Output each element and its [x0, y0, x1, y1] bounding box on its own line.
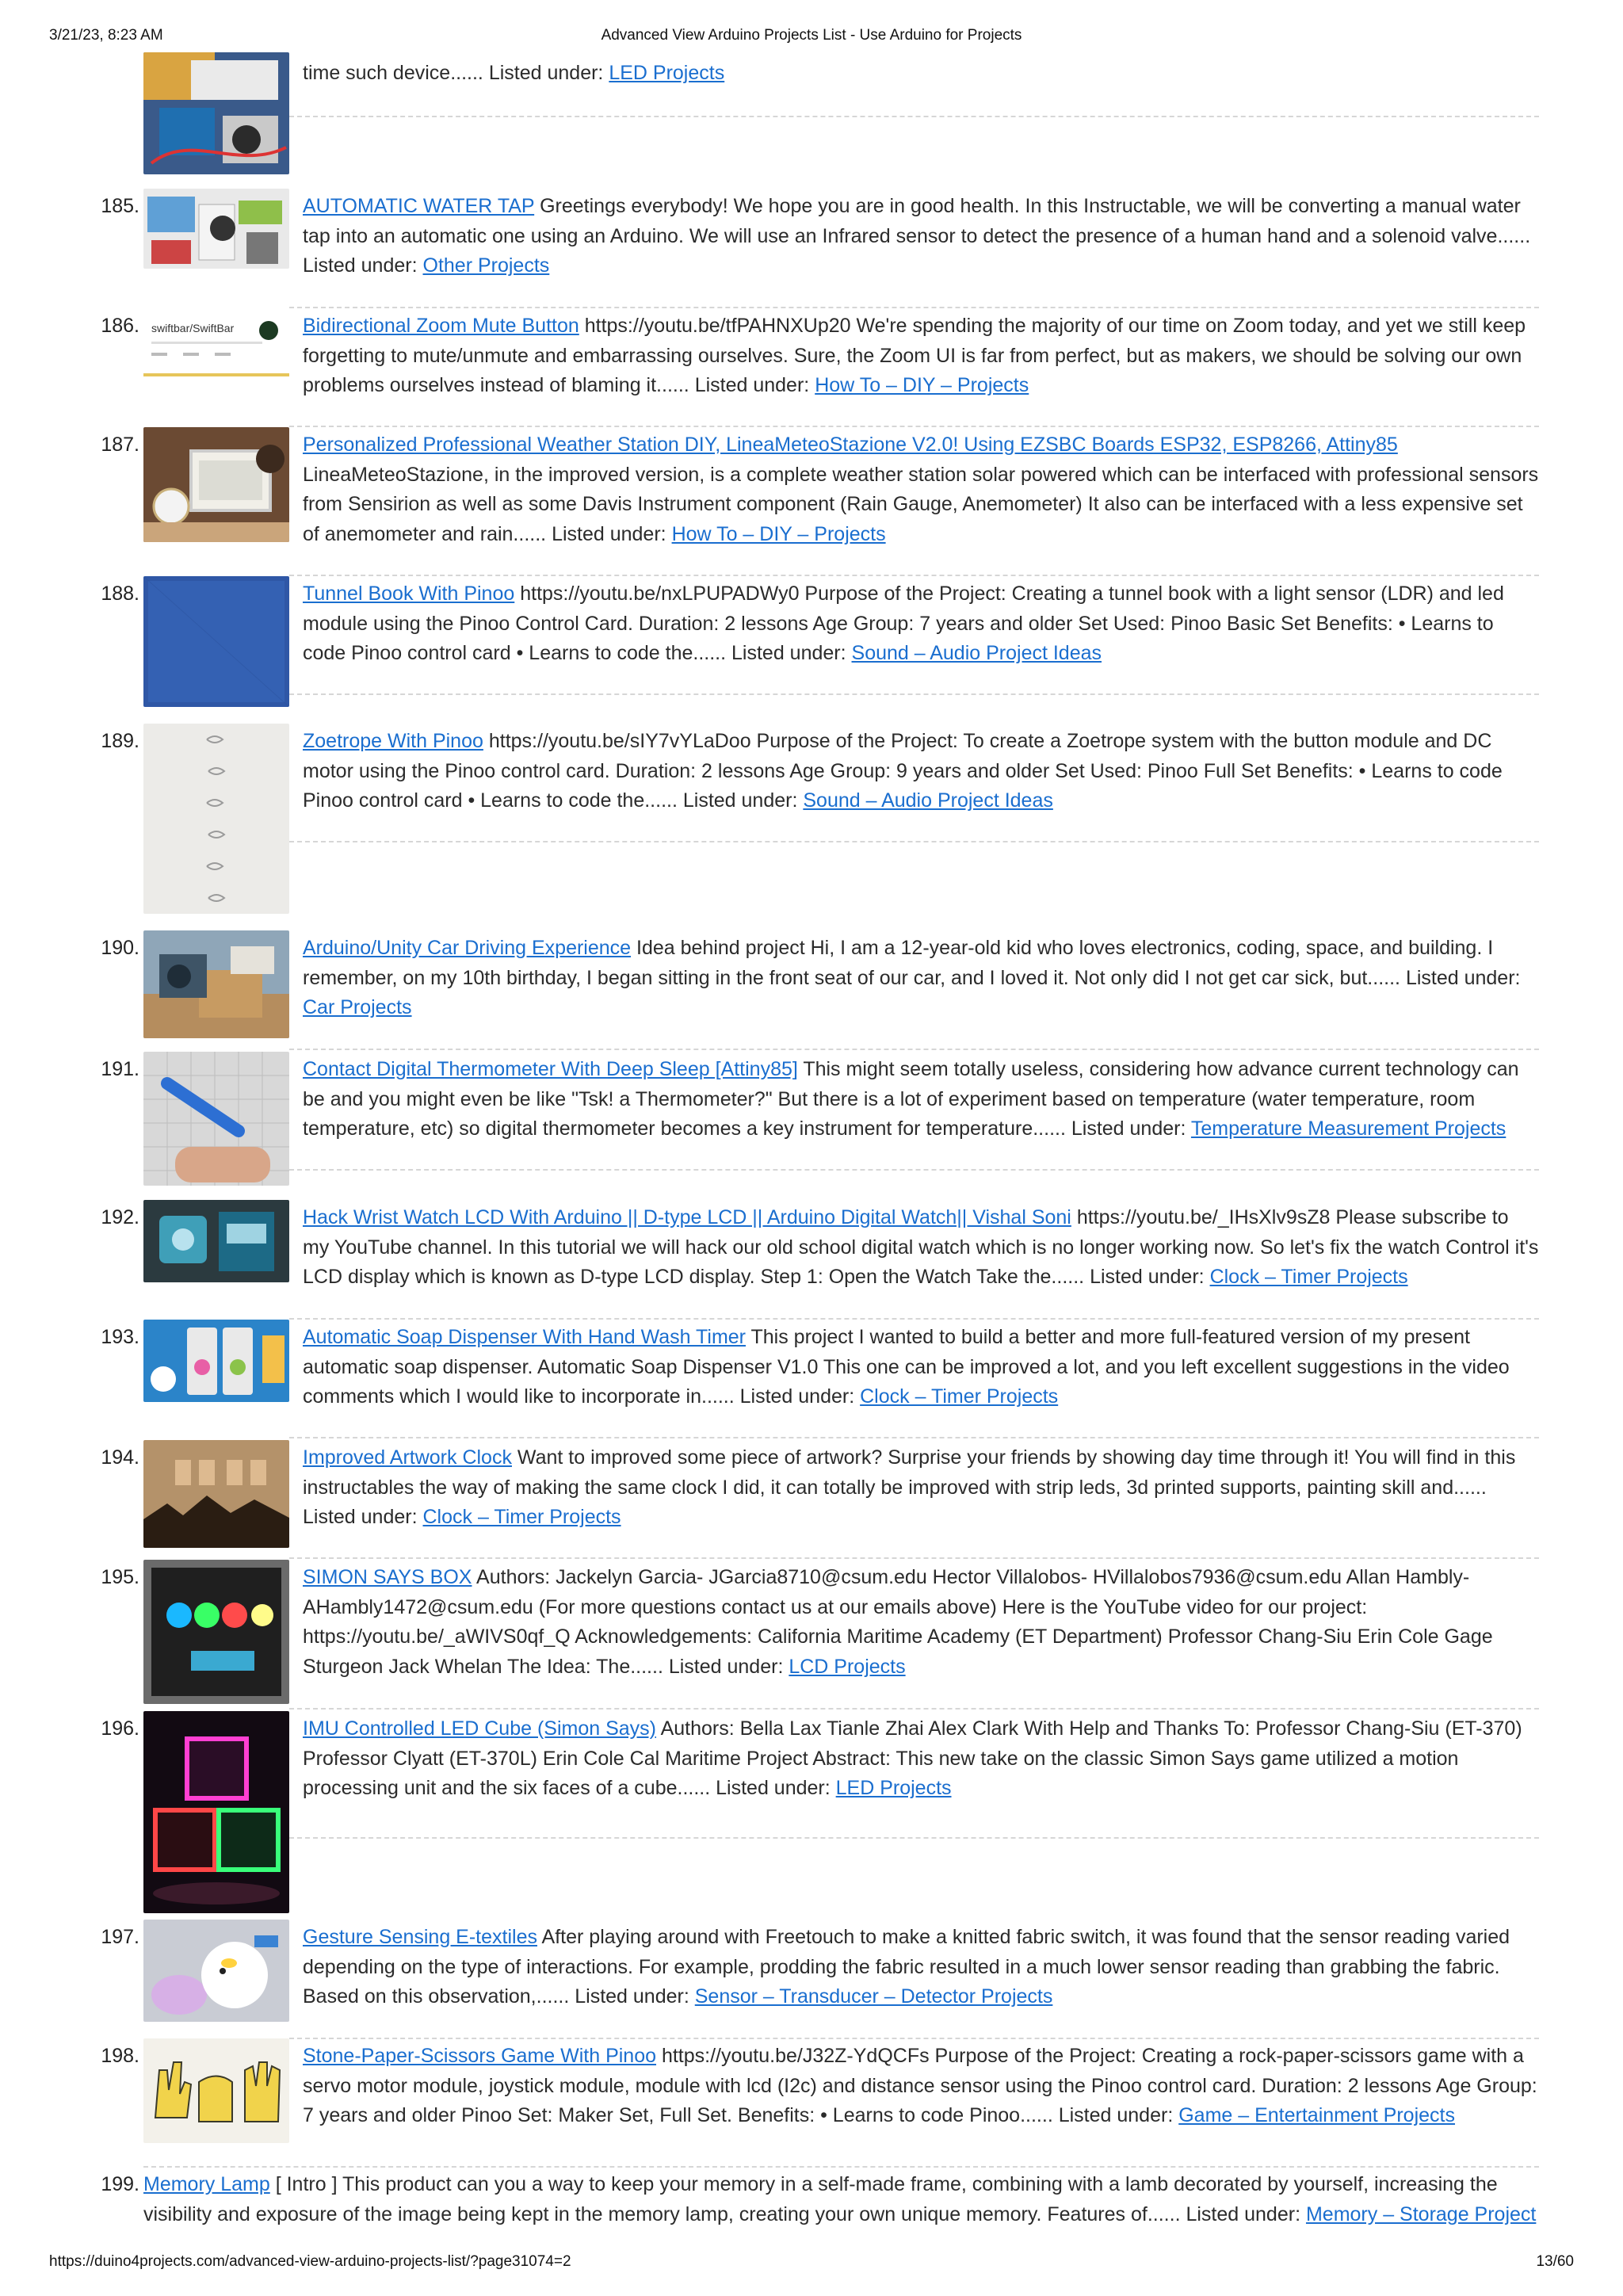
- listed-under-label: Listed under:: [682, 789, 798, 812]
- tunnel-book-photo-icon: [143, 576, 289, 707]
- list-item-body: [143, 2170, 1539, 2229]
- item-number: 196.: [101, 1717, 139, 1740]
- print-footer: [49, 2253, 1574, 2277]
- breadboard-photo-icon: [143, 52, 289, 174]
- category-link[interactable]: LED Projects: [835, 1777, 952, 1799]
- list-item-body: [303, 1055, 1539, 1144]
- item-description: This might seem totally useless, considering how advance current technology can be and you might even be like "Tsk! a Thermometer?" But there is a lot of experiment based on temperature (water temperature, room temperature, etc) so digital thermometer becomes a key instrument for temperature......: [303, 1058, 1519, 1140]
- item-description: https://youtu.be/tfPAHNXUp20 We're spending the majority of our time on Zoom today, and yet we still keep forgetting to mute/unmute and embarrassing ourselves. Sure, the Zoom UI is far from perfect, but as makers, we should be solving our own problems ourselves instead of blaming it......: [303, 315, 1526, 396]
- project-title-link[interactable]: Gesture Sensing E-textiles: [303, 1926, 537, 1948]
- category-link[interactable]: Sensor – Transducer – Detector Projects: [694, 1985, 1053, 2008]
- category-link[interactable]: Sound – Audio Project Ideas: [851, 642, 1102, 664]
- listed-under-label: Listed under:: [716, 1777, 831, 1799]
- category-link[interactable]: Game – Entertainment Projects: [1178, 2104, 1455, 2126]
- project-title-link[interactable]: Zoetrope With Pinoo: [303, 730, 483, 752]
- item-number: 191.: [101, 1058, 139, 1080]
- item-description: https://youtu.be/nxLPUPADWy0 Purpose of the Project: Creating a tunnel book with a light sensor (LDR) and led module using the Pinoo Control Card. Duration: 2 lessons Age Group: 7 years and older Set Used: Pinoo Basic Set Benefits: • Learns to code Pinoo control card • Learns to code the......: [303, 583, 1504, 664]
- list-item-body: [303, 311, 1539, 401]
- listed-under-label: Listed under:: [668, 1655, 784, 1678]
- list-item-body: [303, 727, 1539, 816]
- item-description: After playing around with Freetouch to make a knitted fabric switch, it was found that the sensor reading varied depending on the type of interactions. For example, prodding the fabric resulted in a much lower sensor reading than grabbing the fabric. Based on this observation,......: [303, 1926, 1510, 2008]
- item-number: 185.: [101, 195, 139, 217]
- item-description: [ Intro ] This product can you a way to keep your memory in a self-made frame, combining with a lamb decorated by yourself, increasing the visibility and exposure of the image being kept in the memory lamp, creating your own unique memory. Features of......: [143, 2173, 1498, 2225]
- item-number: 197.: [101, 1926, 139, 1948]
- list-item-body: [303, 934, 1539, 1023]
- separator: [289, 1049, 1539, 1050]
- list-item-body: [303, 430, 1539, 549]
- project-title-link[interactable]: Stone-Paper-Scissors Game With Pinoo: [303, 2045, 657, 2067]
- page-number: 13/60: [1536, 2253, 1574, 2270]
- category-link[interactable]: Sound – Audio Project Ideas: [803, 789, 1053, 812]
- listed-under-label: Listed under:: [739, 1385, 855, 1408]
- listed-under-label: Listed under:: [552, 522, 666, 545]
- project-title-link[interactable]: Arduino/Unity Car Driving Experience: [303, 937, 632, 959]
- rock-paper-scissors-photo-icon: [143, 2038, 289, 2143]
- thermometer-photo-icon: [143, 1052, 289, 1186]
- soap-dispenser-photo-icon: [143, 1320, 289, 1402]
- list-item-body: [303, 1323, 1539, 1412]
- category-link[interactable]: Temperature Measurement Projects: [1190, 1117, 1507, 1140]
- print-header: [49, 22, 1574, 51]
- project-title-link[interactable]: Bidirectional Zoom Mute Button: [303, 315, 579, 337]
- led-cube-photo-icon: [143, 1711, 289, 1913]
- listed-under-label: Listed under:: [303, 254, 418, 277]
- item-number: 198.: [101, 2045, 139, 2067]
- listed-under-label: Listed under:: [1071, 1117, 1186, 1140]
- project-title-link[interactable]: Memory Lamp: [143, 2173, 270, 2195]
- list-item-body: [303, 1563, 1539, 1682]
- list-item-body: [303, 1714, 1539, 1804]
- item-description: time such device......: [303, 62, 489, 84]
- item-number: 192.: [101, 1206, 139, 1228]
- car-driving-photo-icon: [143, 930, 289, 1038]
- category-link[interactable]: How To – DIY – Projects: [815, 374, 1029, 396]
- item-number: 190.: [101, 937, 139, 959]
- page-url: https://duino4projects.com/advanced-view-arduino-projects-list/?page31074=2: [49, 2253, 571, 2270]
- list-item-body: [303, 59, 1539, 89]
- document-title: Advanced View Arduino Projects List - Use Arduino for Projects: [601, 27, 1022, 44]
- water-tap-photo-icon: [143, 189, 289, 269]
- list-item-body: [303, 1443, 1539, 1533]
- item-number: 194.: [101, 1446, 139, 1469]
- listed-under-label: Listed under:: [303, 1506, 418, 1528]
- separator: [289, 307, 1539, 308]
- item-number: 188.: [101, 583, 139, 605]
- swiftbar-screenshot-icon: [143, 311, 289, 378]
- category-link[interactable]: LCD Projects: [789, 1655, 906, 1678]
- swiftbar-text: swiftbar/SwiftBar: [151, 322, 235, 334]
- separator: [289, 1557, 1539, 1559]
- separator: [289, 1837, 1539, 1839]
- list-item-body: [303, 192, 1539, 281]
- list-item-body: [303, 1203, 1539, 1293]
- item-description: Idea behind project Hi, I am a 12-year-old kid who loves electronics, coding, space, and building. I remember, on my 10th birthday, I began sitting in the front seat of our car, and I loved it. Not only did I not get car sick, but......: [303, 937, 1494, 989]
- separator: [289, 2038, 1539, 2039]
- category-link[interactable]: Other Projects: [422, 254, 550, 277]
- item-number: 186.: [101, 315, 139, 337]
- listed-under-label: Listed under:: [1186, 2202, 1301, 2225]
- project-title-link[interactable]: Tunnel Book With Pinoo: [303, 583, 515, 605]
- zoetrope-photo-icon: [143, 724, 289, 914]
- separator: [289, 1318, 1539, 1320]
- item-number: 199.: [101, 2173, 139, 2195]
- item-description: Greetings everybody! We hope you are in good health. In this Instructable, we will be converting a manual water tap into an automatic one using an Arduino. We will use an Infrared sensor to detect the presence of a human hand and a solenoid valve......: [303, 195, 1531, 247]
- project-title-link[interactable]: Contact Digital Thermometer With Deep Sleep [Attiny85]: [303, 1058, 798, 1080]
- category-link[interactable]: Clock – Timer Projects: [860, 1385, 1059, 1408]
- listed-under-label: Listed under:: [731, 642, 846, 664]
- item-description: LineaMeteoStazione, in the improved version, is a complete weather station solar powered which can be interfaced with professional sensors from Sensirion as well as some Davis Instrument component (Rain Gauge, Anemometer) It also can be interfaced with a less expensive set of anemometer and rain......: [303, 463, 1539, 545]
- category-link[interactable]: LED Projects: [609, 62, 725, 84]
- item-description: https://youtu.be/sIY7vYLaDoo Purpose of the Project: To create a Zoetrope system with the button module and DC motor using the Pinoo control card. Duration: 2 lessons Age Group: 9 years and older Set Used: Pinoo Full Set Benefits: • Learns to code Pinoo control card • Learns to code the......: [303, 730, 1503, 812]
- item-number: 187.: [101, 434, 139, 456]
- listed-under-label: Listed under:: [1090, 1266, 1205, 1288]
- item-description: Authors: Jackelyn Garcia- JGarcia8710@csum.edu Hector Villalobos- HVillalobos7936@csum.edu Allan Hambly- AHambly1472@csum.edu (For more questions contact us at our emails above) Here is the YouTube video for our project: https://youtu.be/_aWIVS0qf_Q Acknowledgements: California Maritime Academy (ET Department) Professor Chang-Siu Erin Cole Gage Sturgeon Jack Whelan The Idea: The......: [303, 1566, 1493, 1678]
- item-description: https://youtu.be/_IHsXlv9sZ8 Please subscribe to my YouTube channel. In this tutorial we will hack our old school digital watch which is no longer working now. So let's fix the watch Control it's LCD display which is known as D-type LCD display. Step 1: Open the Watch Take the......: [303, 1206, 1539, 1288]
- separator: [289, 693, 1539, 695]
- weather-station-photo-icon: [143, 427, 289, 542]
- print-datetime: 3/21/23, 8:23 AM: [49, 27, 163, 44]
- list-item-body: [303, 579, 1539, 669]
- listed-under-label: Listed under:: [694, 374, 810, 396]
- item-number: 195.: [101, 1566, 139, 1588]
- wrist-watch-photo-icon: [143, 1200, 289, 1282]
- artwork-clock-photo-icon: [143, 1440, 289, 1548]
- project-title-link[interactable]: Personalized Professional Weather Station DIY, LineaMeteoStazione V2.0! Using EZSBC Boards ESP32, ESP8266, Attiny85: [303, 434, 1398, 456]
- separator: [289, 841, 1539, 842]
- project-title-link[interactable]: Automatic Soap Dispenser With Hand Wash Timer: [303, 1326, 747, 1348]
- separator: [289, 575, 1539, 576]
- list-item-body: [303, 2042, 1539, 2131]
- listed-under-label: Listed under:: [488, 62, 604, 84]
- item-description: Authors: Bella Lax Tianle Zhai Alex Clark With Help and Thanks To: Professor Chang-Siu (ET-370) Professor Clyatt (ET-370L) Erin Cole Cal Maritime Project Abstract: This new take on the classic Simon Says game utilized a motion processing unit and the six faces of a cube......: [303, 1717, 1522, 1799]
- simon-says-box-photo-icon: [143, 1560, 289, 1704]
- item-number: 189.: [101, 730, 139, 752]
- category-link[interactable]: How To – DIY – Projects: [671, 522, 886, 545]
- project-title-link[interactable]: Hack Wrist Watch LCD With Arduino || D-type LCD || Arduino Digital Watch|| Vishal Soni: [303, 1206, 1071, 1228]
- category-link[interactable]: Memory – Storage Project: [1305, 2202, 1537, 2225]
- separator: [289, 1437, 1539, 1438]
- project-title-link[interactable]: SIMON SAYS BOX: [303, 1566, 472, 1588]
- separator: [289, 1169, 1539, 1171]
- separator: [289, 426, 1539, 427]
- list-item-body: [303, 1923, 1539, 2012]
- item-description: This project I wanted to build a better and more full-featured version of my present automatic soap dispenser. Automatic Soap Dispenser V1.0 This one can be improved a lot, and you left excellent suggestions in the video comments which I would like to incorporate in......: [303, 1326, 1510, 1408]
- separator: [143, 2166, 1539, 2168]
- item-description: https://youtu.be/J32Z-YdQCFs Purpose of the Project: Creating a rock-paper-scissors game with a servo motor module, joystick module, module with lcd (I2c) and distance sensor using the Pinoo control card. Duration: 2 lessons Age Group: 7 years and older Pinoo Set: Maker Set, Full Set. Benefits: • Learns to code Pinoo......: [303, 2045, 1537, 2126]
- listed-under-label: Listed under:: [575, 1985, 689, 2008]
- listed-under-label: Listed under:: [1405, 966, 1521, 989]
- project-title-link[interactable]: AUTOMATIC WATER TAP: [303, 195, 535, 217]
- listed-under-label: Listed under:: [1058, 2104, 1174, 2126]
- category-link[interactable]: Car Projects: [303, 996, 412, 1018]
- item-description: Want to improved some piece of artwork? Surprise your friends by showing day time through it! You will find in this instructables the way of making the same clock I did, it can totally be improved with strip leds, 3d printed supports, painting skill and......: [303, 1446, 1516, 1499]
- separator: [289, 116, 1539, 117]
- project-title-link[interactable]: IMU Controlled LED Cube (Simon Says): [303, 1717, 656, 1740]
- project-title-link[interactable]: Improved Artwork Clock: [303, 1446, 512, 1469]
- category-link[interactable]: Clock – Timer Projects: [1209, 1266, 1408, 1288]
- category-link[interactable]: Clock – Timer Projects: [422, 1506, 621, 1528]
- item-number: 193.: [101, 1326, 139, 1348]
- e-textile-photo-icon: [143, 1920, 289, 2022]
- separator: [289, 1708, 1539, 1710]
